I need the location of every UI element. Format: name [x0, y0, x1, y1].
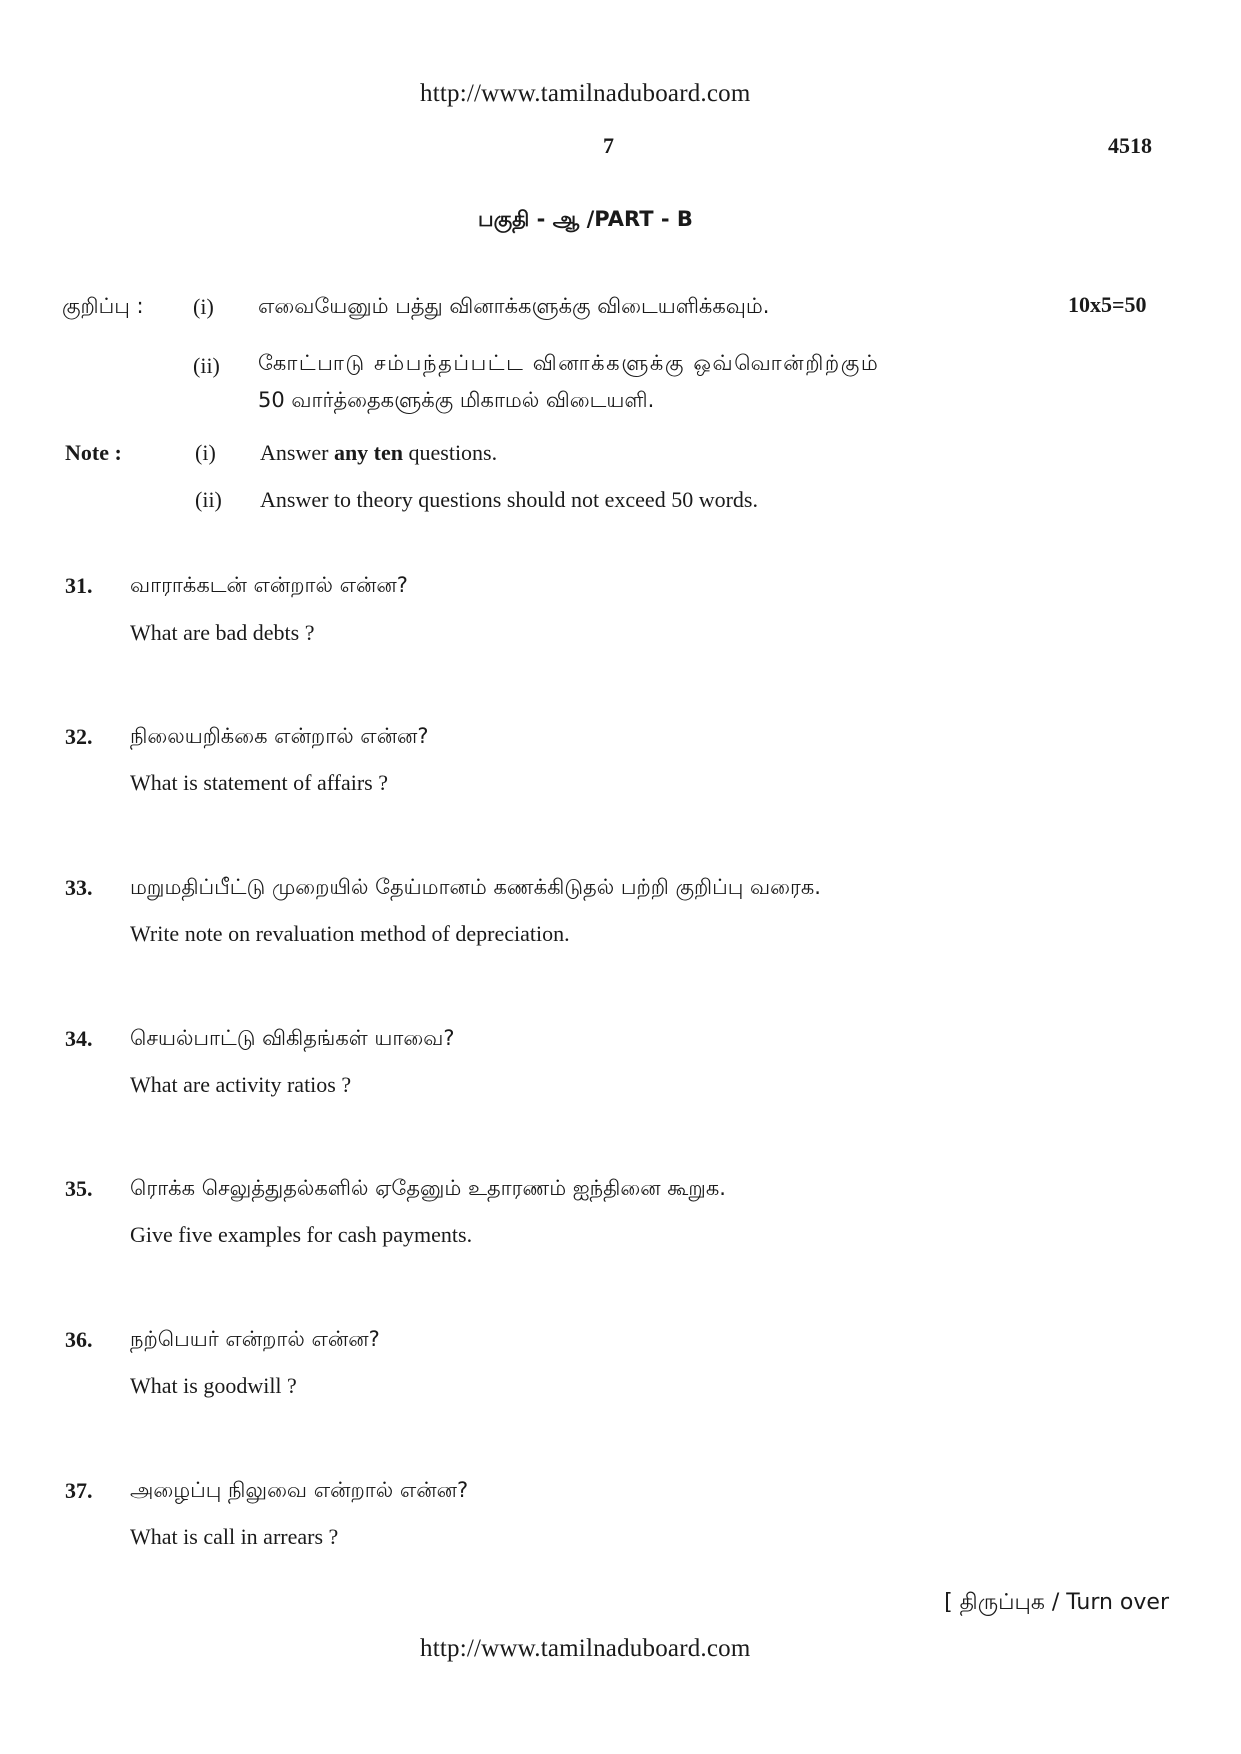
- part-title: பகுதி - ஆ /PART - B: [478, 207, 693, 231]
- question-number: 31.: [65, 573, 93, 598]
- question-tamil: செயல்பாட்டு விகிதங்கள் யாவை?: [130, 1026, 455, 1050]
- page-number: 7: [603, 133, 614, 158]
- question-english: What are bad debts ?: [130, 620, 315, 645]
- question-english: What are activity ratios ?: [130, 1072, 352, 1097]
- note-english-label: Note :: [65, 440, 122, 465]
- question-number: 34.: [65, 1026, 93, 1051]
- question-tamil: நற்பெயர் என்றால் என்ன?: [130, 1327, 380, 1351]
- question-english: What is call in arrears ?: [130, 1524, 339, 1549]
- question-tamil: வாராக்கடன் என்றால் என்ன?: [130, 573, 408, 597]
- note-english-item-1-post: questions.: [408, 440, 498, 465]
- question-english: Give five examples for cash payments.: [130, 1222, 473, 1247]
- note-tamil-item-2-num: (ii): [193, 353, 220, 378]
- header-url: http://www.tamilnaduboard.com: [420, 80, 751, 107]
- question-tamil: மறுமதிப்பீட்டு முறையில் தேய்மானம் கணக்கிடுதல் பற்றி குறிப்பு வரைக.: [130, 875, 821, 899]
- question-number: 37.: [65, 1478, 93, 1503]
- note-tamil-item-2-line-1: கோட்பாடு சம்பந்தப்பட்ட வினாக்களுக்கு ஒவ்வொன்றிற்கும்: [258, 351, 880, 375]
- question-english: What is statement of affairs ?: [130, 770, 388, 795]
- note-tamil-item-1-num: (i): [193, 294, 214, 319]
- question-tamil: நிலையறிக்கை என்றால் என்ன?: [130, 724, 429, 748]
- note-tamil-item-1-text: எவையேனும் பத்து வினாக்களுக்கு விடையளிக்கவும்.: [258, 294, 770, 318]
- question-english: What is goodwill ?: [130, 1373, 297, 1398]
- footer-url: http://www.tamilnaduboard.com: [420, 1635, 751, 1662]
- question-number: 32.: [65, 724, 93, 749]
- marks-allocation: 10x5=50: [1068, 292, 1147, 317]
- paper-code: 4518: [1108, 133, 1152, 158]
- question-number: 33.: [65, 875, 93, 900]
- note-english-item-2-num: (ii): [195, 487, 222, 512]
- note-english-item-1-pre: Answer: [260, 440, 329, 465]
- note-english-item-1-text: [260, 440, 497, 466]
- note-english-item-1-bold: any ten: [333, 440, 403, 465]
- note-english-item-1-num: (i): [195, 440, 216, 465]
- question-tamil: அழைப்பு நிலுவை என்றால் என்ன?: [130, 1478, 469, 1502]
- question-number: 36.: [65, 1327, 93, 1352]
- note-tamil-label: குறிப்பு :: [62, 294, 144, 318]
- question-english: Write note on revaluation method of depreciation.: [130, 921, 570, 946]
- turn-over: [ திருப்புக / Turn over: [944, 1590, 1169, 1615]
- question-tamil: ரொக்க செலுத்துதல்களில் ஏதேனும் உதாரணம் ஐந்தினை கூறுக.: [130, 1176, 726, 1200]
- note-english-item-2-text: Answer to theory questions should not exceed 50 words.: [260, 487, 758, 512]
- note-tamil-item-2-line-2: 50 வார்த்தைகளுக்கு மிகாமல் விடையளி.: [258, 388, 655, 412]
- question-number: 35.: [65, 1176, 93, 1201]
